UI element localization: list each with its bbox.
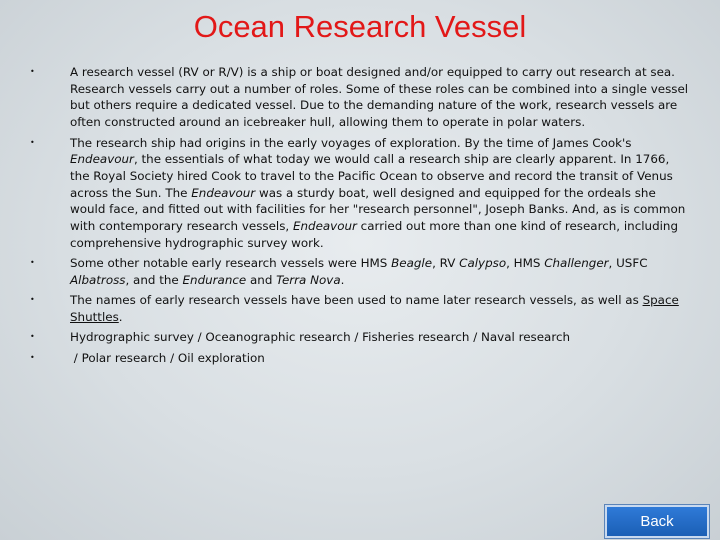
text-run: and (246, 272, 277, 287)
bullet-item (30, 350, 690, 367)
bullet-item (30, 135, 690, 252)
text-run: Some other notable early research vessels were HMS (70, 256, 392, 271)
bullet-item (30, 64, 690, 131)
text-run: , and the (125, 272, 183, 287)
bullet-text: Hydrographic survey / Oceanographic research / Fisheries research / Naval research (70, 330, 571, 345)
bullet-text (70, 255, 690, 288)
text-run: . (340, 272, 345, 287)
bullet-item (30, 255, 690, 288)
italic-ship-name: Endeavour (191, 185, 256, 200)
italic-ship-name: Calypso (459, 256, 507, 271)
bullet-icon: • (30, 67, 35, 76)
italic-ship-name: Albatross (70, 272, 126, 287)
bullet-text (70, 135, 690, 252)
italic-ship-name: Challenger (544, 256, 609, 271)
text-run: , the essentials of what today we would call a research ship are clearly apparent. In 1766, the Royal Society hired Cook to travel to the Pacific Ocean to observe and record the transit of Venus across the Sun. The (70, 152, 673, 200)
space-shuttles-link[interactable]: Space Shuttles (70, 293, 679, 324)
bullet-text (70, 292, 690, 325)
bullet-text: / Polar research / Oil exploration (70, 350, 265, 365)
bullet-icon: • (30, 137, 35, 147)
text-run: The names of early research vessels have been used to name later research vessels, as well as (70, 293, 643, 308)
text-run: , USFC (608, 256, 648, 271)
bullet-icon: • (30, 352, 35, 362)
text-run: was a sturdy boat, well designed and equipped for the ordeals she would face, and fitted out with facilities for her "research personnel", Joseph Banks. And, as is common with contemporary research vessels, (70, 185, 686, 234)
bullet-item (30, 292, 690, 325)
text-run: . (118, 309, 123, 324)
text-run: The research ship had origins in the early voyages of exploration. By the time of James Cook's (70, 135, 632, 150)
italic-ship-name: Endurance (182, 272, 247, 287)
italic-ship-name: Endeavour (70, 152, 134, 167)
text-run: , HMS (506, 256, 545, 271)
bullet-icon: • (30, 295, 35, 305)
bullet-list (30, 64, 690, 370)
bullet-icon: • (30, 332, 35, 342)
bullet-item (30, 329, 690, 346)
slide-title: Ocean Research Vessel (193, 9, 527, 44)
text-run: , RV (432, 256, 460, 271)
italic-ship-name: Endeavour (292, 219, 357, 234)
italic-ship-name: Beagle (391, 256, 433, 271)
bullet-icon: • (30, 258, 35, 268)
italic-ship-name: Terra Nova (276, 272, 341, 287)
back-button[interactable]: Back (605, 505, 709, 538)
text-run: carried out more than one kind of research, including comprehensive hydrographic survey work. (70, 219, 679, 250)
bullet-text: A research vessel (RV or R/V) is a ship or boat designed and/or equipped to carry out research at sea. Research vessels carry out a number of roles. Some of these roles can be combined into a single vessel but others require a dedicated vessel. Due to the demanding nature of the work, research vessels are often constructed around an icebreaker hull, allowing them to operate in polar waters. (70, 65, 689, 130)
